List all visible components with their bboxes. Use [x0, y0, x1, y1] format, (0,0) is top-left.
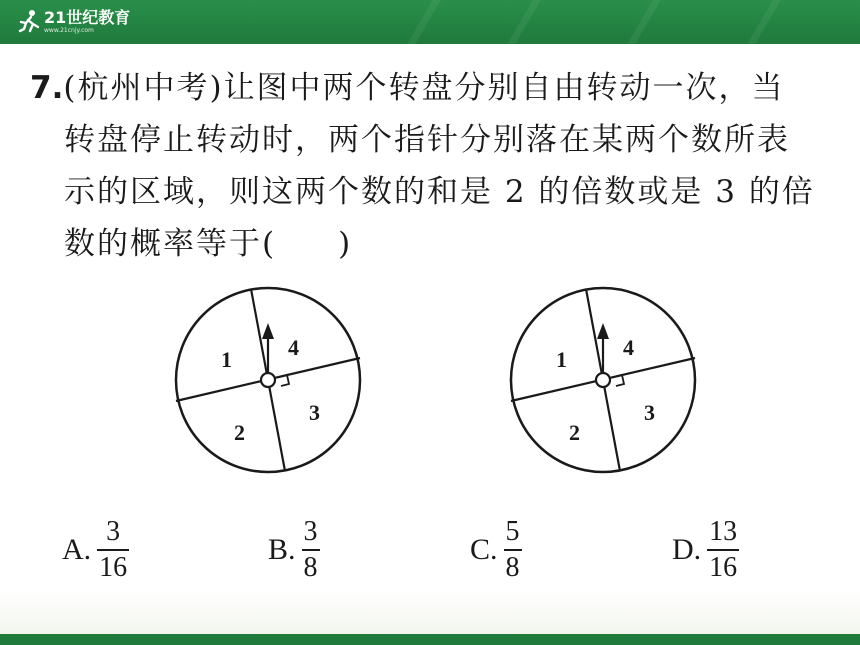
option-b-numerator: 3 [303, 516, 318, 547]
option-b-letter: B. [268, 533, 296, 566]
footer-fade [0, 590, 860, 634]
question-line-3: 示的区域，则这两个数的和是 2 的倍数或是 3 的倍 [64, 174, 815, 210]
option-c[interactable] [470, 514, 522, 586]
spinner-left-label-3: 3 [309, 400, 320, 425]
site-logo[interactable] [18, 6, 130, 38]
option-a-letter: A. [62, 533, 92, 566]
option-d-numerator: 13 [709, 516, 738, 547]
spinner-right [505, 285, 701, 481]
spinner-left-label-4: 4 [288, 335, 299, 360]
spinner-right-label-1: 1 [556, 347, 567, 372]
option-a-denominator: 16 [99, 552, 128, 583]
header-bar [0, 0, 860, 44]
spinner-right-label-2: 2 [569, 420, 580, 445]
question-number: 7. [30, 70, 64, 106]
spinner-left-label-2: 2 [234, 420, 245, 445]
question-line-4-end: ) [338, 226, 353, 262]
runner-icon [18, 9, 40, 35]
option-c-numerator: 5 [505, 516, 520, 547]
option-b-denominator: 8 [303, 552, 318, 583]
option-a-numerator: 3 [106, 516, 121, 547]
question-line-2: 转盘停止转动时，两个指针分别落在某两个数所表 [64, 122, 790, 158]
question-line-1: 让图中两个转盘分别自由转动一次，当 [223, 70, 785, 106]
option-c-letter: C. [470, 533, 498, 566]
option-a[interactable] [62, 514, 129, 586]
question-source: (杭州中考) [63, 70, 224, 106]
question-line-4: 数的概率等于( [64, 226, 277, 262]
option-b[interactable] [268, 514, 320, 586]
brand-url: www.21cnjy.com [44, 27, 94, 34]
option-c-denominator: 8 [505, 552, 520, 583]
option-d[interactable] [672, 514, 739, 586]
spinner-left [170, 285, 366, 481]
question-block [30, 62, 830, 270]
option-d-denominator: 16 [709, 552, 738, 583]
spinner-left-label-1: 1 [221, 347, 232, 372]
option-a-fraction [97, 518, 129, 582]
option-b-fraction [302, 518, 320, 582]
spinner-right-label-3: 3 [644, 400, 655, 425]
option-c-fraction [504, 518, 522, 582]
spinner-right-label-4: 4 [623, 335, 634, 360]
brand-name: 21世纪教育 [44, 8, 131, 27]
option-d-letter: D. [672, 533, 702, 566]
option-d-fraction [707, 518, 739, 582]
footer-bar [0, 634, 860, 645]
